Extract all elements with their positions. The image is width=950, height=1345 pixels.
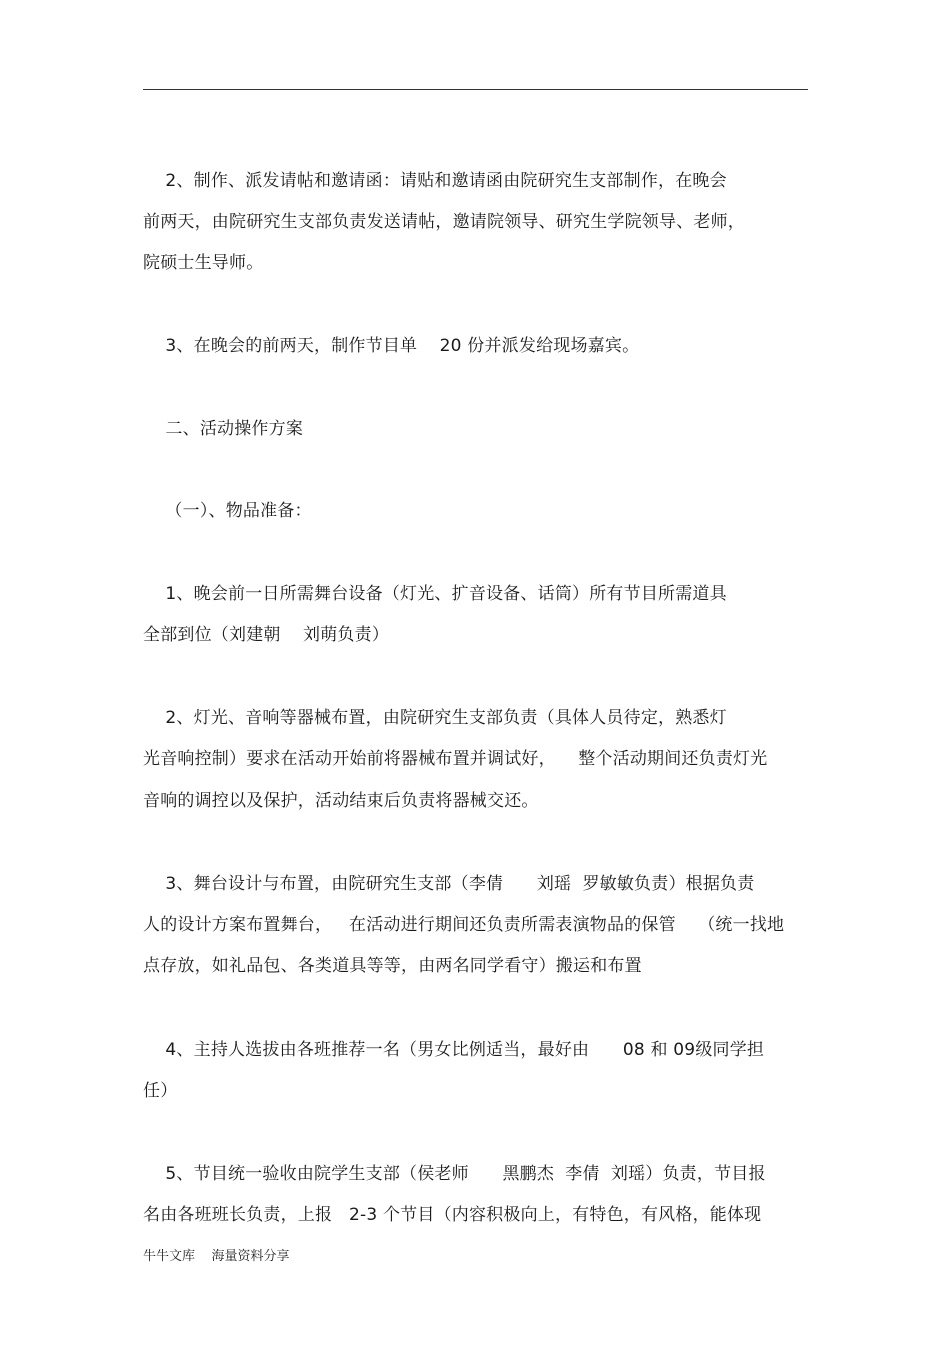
paragraph-line: 院硕士生导师。 <box>143 253 264 273</box>
header-rule <box>143 89 808 90</box>
paragraph-line: 名由各班班长负责，上报 2-3 个节目（内容积极向上，有特色，有风格，能体现 <box>143 1205 762 1225</box>
page-footer: 牛牛文库 海量资料分享 <box>143 1249 290 1264</box>
paragraph-line: 2、制作、派发请帖和邀请函：请贴和邀请函由院研究生支部制作，在晚会 <box>143 171 727 191</box>
paragraph-line: 点存放，如礼品包、各类道具等等，由两名同学看守）搬运和布置 <box>143 956 642 976</box>
paragraph-line: 光音响控制）要求在活动开始前将器械布置并调试好， 整个活动期间还负责灯光 <box>143 749 768 769</box>
section-heading: 二、活动操作方案 <box>143 419 304 439</box>
paragraph-line: 音响的调控以及保护，活动结束后负责将器械交还。 <box>143 791 539 811</box>
subsection-heading: （一）、物品准备： <box>143 501 312 521</box>
paragraph-line: 1、晚会前一日所需舞台设备（灯光、扩音设备、话筒）所有节目所需道具 <box>143 584 727 604</box>
paragraph-line: 前两天，由院研究生支部负责发送请帖，邀请院领导、研究生学院领导、老师， <box>143 212 745 232</box>
paragraph-line: 2、灯光、音响等器械布置，由院研究生支部负责（具体人员待定，熟悉灯 <box>143 708 727 728</box>
paragraph-line: 4、主持人选拔由各班推荐一名（男女比例适当，最好由 08 和 09级同学担 <box>143 1040 765 1060</box>
paragraph-line: 全部到位（刘建朝 刘萌负责） <box>143 625 390 645</box>
paragraph-line: 人的设计方案布置舞台， 在活动进行期间还负责所需表演物品的保管 （统一找地 <box>143 915 785 935</box>
paragraph-line: 3、在晚会的前两天，制作节目单 20 份并派发给现场嘉宾。 <box>143 336 640 356</box>
paragraph-line: 5、节目统一验收由院学生支部（侯老师 黑鹏杰 李倩 刘瑶）负责，节目报 <box>143 1164 766 1184</box>
paragraph-line: 任） <box>143 1081 178 1101</box>
paragraph-line: 3、舞台设计与布置，由院研究生支部（李倩 刘瑶 罗敏敏负责）根据负责 <box>143 874 755 894</box>
